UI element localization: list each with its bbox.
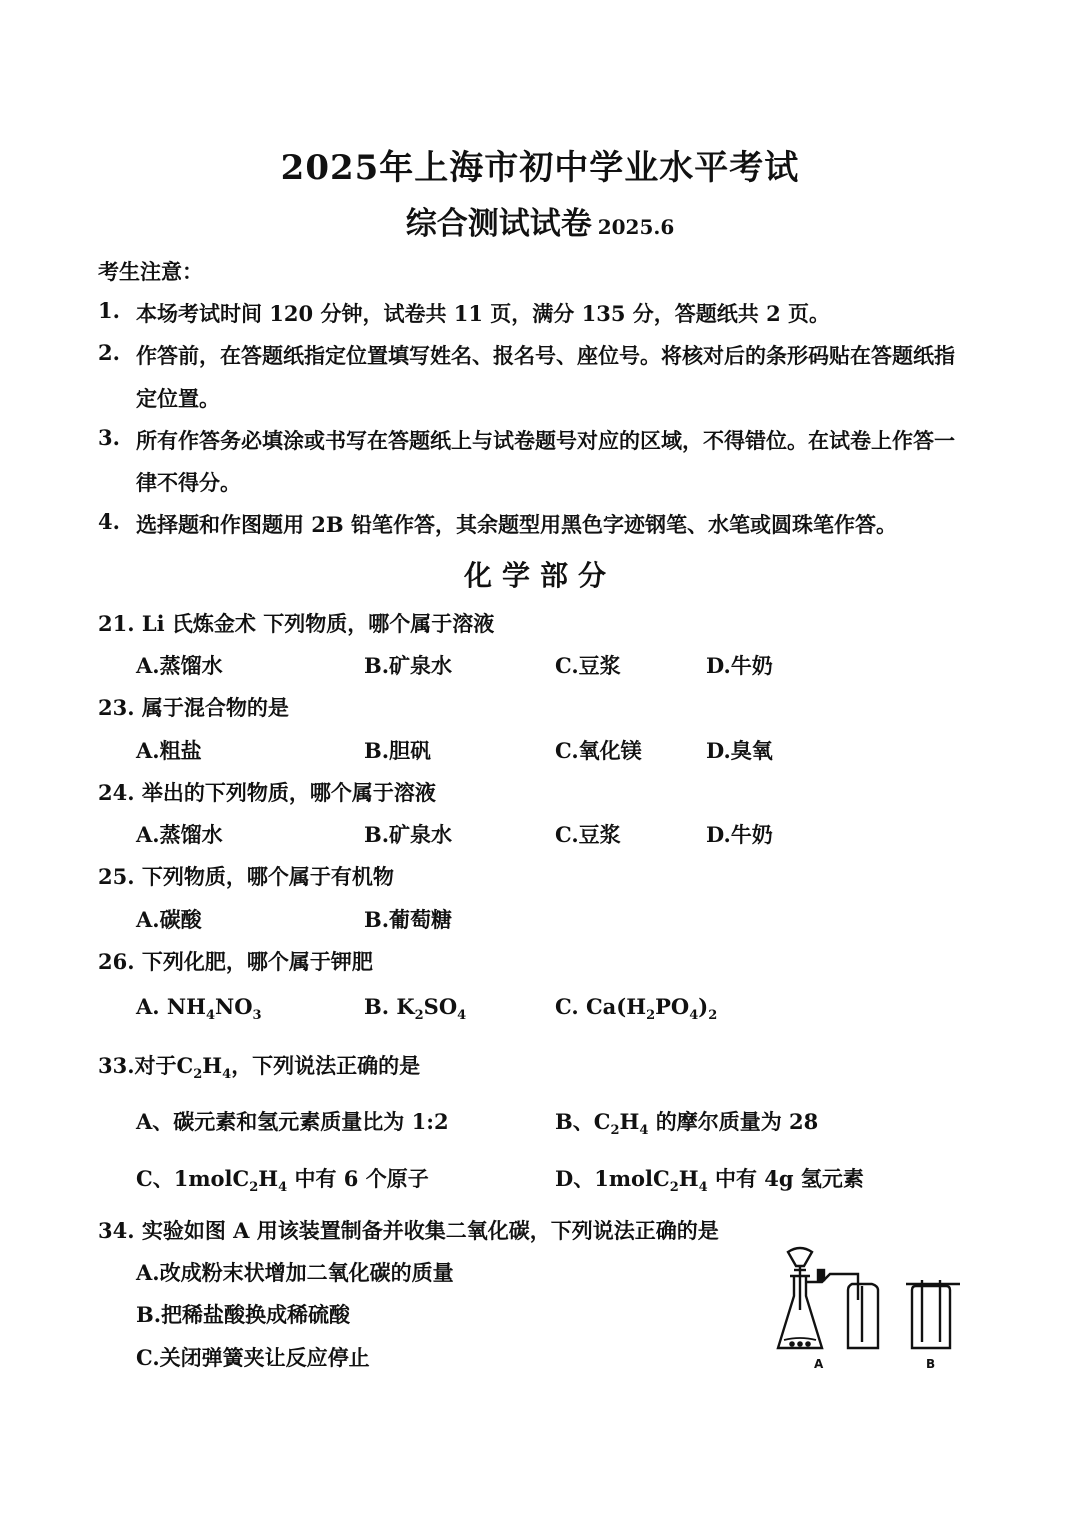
notice-item-3-text-cont: 律不得分。 [136,470,241,495]
question-34-option-a: A.改成粉末状增加二氧化碳的质量 [136,1260,454,1285]
figure-label-b: B [926,1357,936,1371]
question-23-option-c: C.氧化镁 [555,738,642,763]
question-21-option-b: B.矿泉水 [364,653,453,678]
question-21-option-a: A.蒸馏水 [136,653,223,678]
question-33-option-d: D、$1molC_2H_4$ 中有 4g 氢元素 [555,1166,864,1195]
question-33-stem: 33.对于$C_2H_4$，下列说法正确的是 [98,1053,421,1082]
notice-item-4-text: 选择题和作图题用 2B 铅笔作答，其余题型用黑色字迹钢笔、水笔或圆珠笔作答。 [136,512,897,537]
gas-bottle-a-icon [848,1284,878,1348]
question-23-option-a: A.粗盐 [136,738,202,763]
question-25-option-b: B.葡萄糖 [364,907,453,932]
notice-item-1-text: 本场考试时间 120 分钟，试卷共 11 页，满分 135 分，答题纸共 2 页。 [136,301,830,326]
figure-label-a: A [814,1357,824,1371]
notice-heading: 考生注意： [98,259,203,284]
question-21-option-d: D.牛奶 [706,653,773,678]
question-23-option-b: B.胆矾 [364,738,432,763]
exam-date: 2025.6 [597,215,675,239]
question-26-stem: 26. 下列化肥，哪个属于钾肥 [98,949,373,974]
notice-item-3-number: 3. [98,425,120,450]
notice-item-4-number: 4. [98,509,120,534]
section-title: 化学部分 [463,559,616,592]
question-21-option-c: C.豆浆 [555,653,621,678]
notice-item-1-number: 1. [98,298,120,323]
question-26-option-a: A. $NH_4NO_3$ [136,994,262,1023]
question-34-option-b: B.把稀盐酸换成稀硫酸 [136,1302,351,1327]
question-34-stem: 34. 实验如图 A 用该装置制备并收集二氧化碳，下列说法正确的是 [98,1218,719,1243]
question-23-option-d: D.臭氧 [706,738,773,763]
question-33-option-c: C、$1molC_2H_4$ 中有 6 个原子 [136,1166,429,1195]
question-33-option-a: A、碳元素和氢元素质量比为 1:2 [136,1109,449,1134]
gas-bottle-b-icon [906,1280,960,1348]
question-21-stem: 21. Li 氏炼金术 下列物质，哪个属于溶液 [98,611,495,636]
notice-item-2-number: 2. [98,340,120,365]
apparatus-figure [770,1240,970,1375]
question-25-option-a: A.碳酸 [136,907,202,932]
exam-title: 2025年上海市初中学业水平考试 [280,148,800,188]
notice-item-2-text-cont: 定位置。 [136,386,220,411]
notice-item-2-text: 作答前，在答题纸指定位置填写姓名、报名号、座位号。将核对后的条形码贴在答题纸指 [136,343,955,368]
question-24-stem: 24. 举出的下列物质，哪个属于溶液 [98,780,436,805]
subtitle-text: 综合测试试卷 [405,206,592,242]
question-33-option-b: B、$C_2H_4$ 的摩尔质量为 28 [555,1109,819,1138]
question-24-option-d: D.牛奶 [706,822,773,847]
question-24-option-b: B.矿泉水 [364,822,453,847]
question-23-stem: 23. 属于混合物的是 [98,695,289,720]
question-25-stem: 25. 下列物质，哪个属于有机物 [98,864,394,889]
question-34-option-c: C.关闭弹簧夹让反应停止 [136,1345,370,1370]
question-26-option-c: C. $Ca(H_2PO_4)_2$ [555,994,718,1023]
question-24-option-c: C.豆浆 [555,822,621,847]
notice-item-3-text: 所有作答务必填涂或书写在答题纸上与试卷题号对应的区域，不得错位。在试卷上作答一 [136,428,955,453]
question-26-option-b: B. $K_2SO_4$ [364,994,467,1023]
question-24-option-a: A.蒸馏水 [136,822,223,847]
exam-subtitle [0,198,1080,243]
